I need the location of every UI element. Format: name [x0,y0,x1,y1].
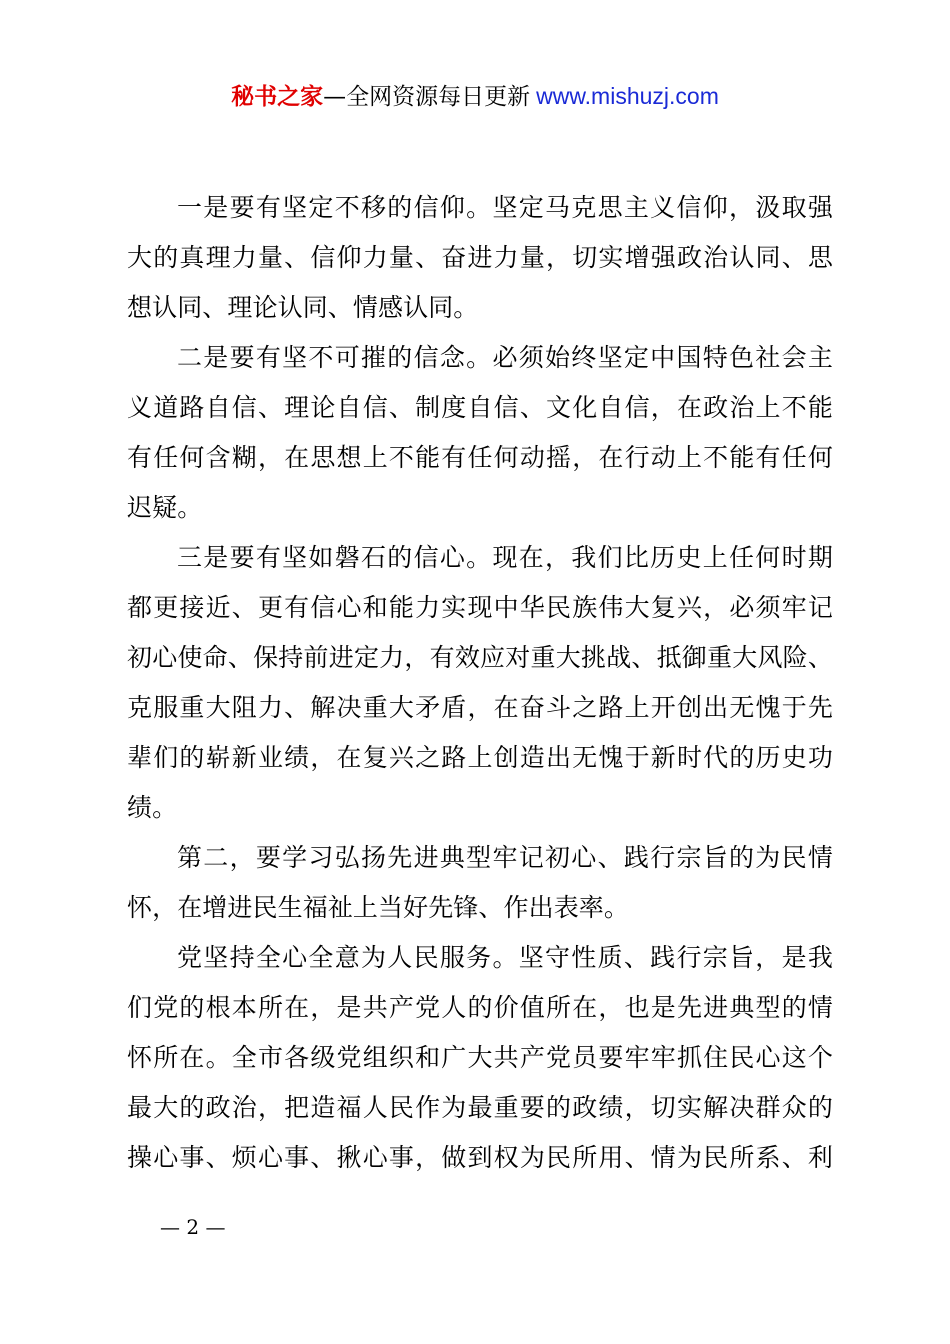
text-line: 初心使命、保持前进定力，有效应对重大挑战、抵御重大风险、 [127,643,833,672]
text-line: 第二，要学习弘扬先进典型牢记初心、践行宗旨的为民情 [177,843,833,872]
text-line: 辈们的崭新业绩，在复兴之路上创造出无愧于新时代的历史功 [127,743,833,772]
brand-name: 秘书之家 [231,84,324,110]
brand-slogan: —全网资源每日更新 [323,84,531,110]
text-line: 大的真理力量、信仰力量、奋进力量，切实增强政治认同、思 [127,243,833,272]
text-line: 绩。 [127,793,178,822]
text-line: 怀，在增进民生福祉上当好先锋、作出表率。 [127,893,630,922]
text-line: 有任何含糊，在思想上不能有任何动摇，在行动上不能有任何 [127,443,833,472]
text-line: 义道路自信、理论自信、制度自信、文化自信，在政治上不能 [127,393,833,422]
text-line: 想认同、理论认同、情感认同。 [127,293,479,322]
text-line: 党坚持全心全意为人民服务。坚守性质、践行宗旨，是我 [177,943,833,972]
text-line: 二是要有坚不可摧的信念。必须始终坚定中国特色社会主 [177,343,833,372]
text-line: 们党的根本所在，是共产党人的价值所在，也是先进典型的情 [127,993,833,1022]
text-line: 一是要有坚定不移的信仰。坚定马克思主义信仰，汲取强 [177,193,833,222]
text-line: 三是要有坚如磐石的信心。现在，我们比历史上任何时期 [177,543,833,572]
text-line: 操心事、烦心事、揪心事，做到权为民所用、情为民所系、利 [127,1143,833,1172]
text-line: 最大的政治，把造福人民作为最重要的政绩，切实解决群众的 [127,1093,833,1122]
site-url: www.mishuzj.com [536,83,719,109]
text-line: 迟疑。 [127,493,203,522]
text-line: 都更接近、更有信心和能力实现中华民族伟大复兴，必须牢记 [127,593,833,622]
site-watermark-header [0,80,950,113]
text-line: 怀所在。全市各级党组织和广大共产党员要牢牢抓住民心这个 [127,1043,833,1072]
document-body [127,183,833,1183]
page-number: — 2 — [160,1215,226,1239]
text-line: 克服重大阻力、解决重大矛盾，在奋斗之路上开创出无愧于先 [127,693,833,722]
